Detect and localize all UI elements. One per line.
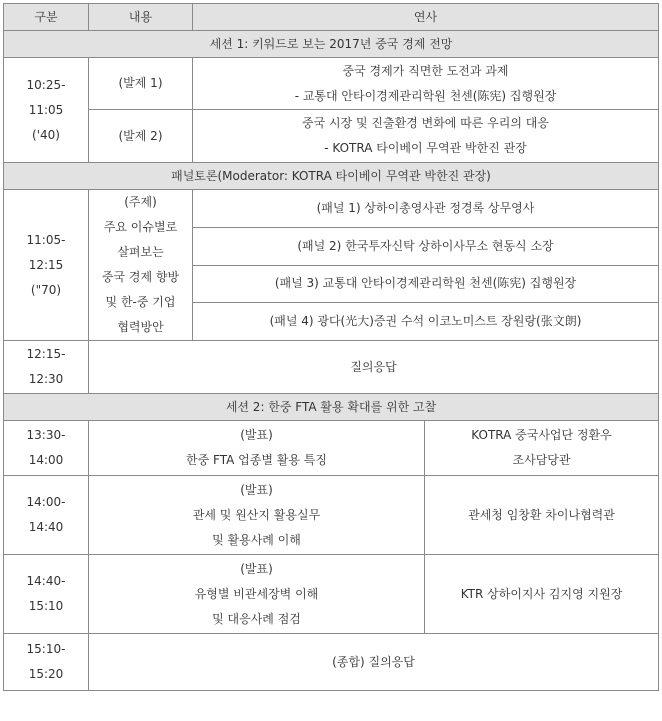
session1-time: 10:25- 11:05 ('40): [4, 58, 89, 163]
session1-title: 세션 1: 키워드로 보는 2017년 중국 경제 전망: [4, 31, 659, 58]
talk-time: 13:30- 14:00: [4, 421, 89, 476]
panel-title: 패널토론(Moderator: KOTRA 타이베이 무역관 박한진 관장): [4, 163, 659, 190]
header-row: [4, 4, 659, 31]
qa1-time: 12:15- 12:30: [4, 341, 89, 394]
session1-title-row: [4, 31, 659, 58]
qa2-time: 15:10- 15:20: [4, 634, 89, 691]
session2-title: 세션 2: 한중 FTA 활용 확대를 위한 고찰: [4, 394, 659, 421]
talk-time: 14:00- 14:40: [4, 476, 89, 555]
talk-speaker: 관세청 임창환 차이나협력관: [425, 476, 659, 555]
panelist: (패널 4) 광다(光大)증권 수석 이코노미스트 장원랑(张文朗): [193, 303, 659, 341]
table-row: [4, 555, 659, 634]
table-row: [4, 634, 659, 691]
table-row: [4, 421, 659, 476]
header-speaker: 연사: [193, 4, 659, 31]
table-row: [4, 476, 659, 555]
panel-time: 11:05- 12:15 ("70): [4, 190, 89, 341]
header-content: 내용: [89, 4, 193, 31]
panelist: (패널 2) 한국투자신탁 상하이사무소 현동식 소장: [193, 227, 659, 265]
talk-speaker: KTR 상하이지사 김지영 지원장: [425, 555, 659, 634]
talk-label: (발제 2): [89, 110, 193, 163]
talk-label: (발제 1): [89, 58, 193, 110]
panelist: (패널 1) 상하이총영사관 정경록 상무영사: [193, 190, 659, 228]
panelist: (패널 3) 교통대 안타이경제관리학원 천센(陈宪) 집행원장: [193, 265, 659, 303]
talk-speaker: KOTRA 중국사업단 정환우 조사담당관: [425, 421, 659, 476]
table-row: [4, 110, 659, 163]
session2-title-row: [4, 394, 659, 421]
talk-detail: (발표) 한중 FTA 업종별 활용 특징: [89, 421, 425, 476]
talk-detail: (발표) 관세 및 원산지 활용실무 및 활용사례 이해: [89, 476, 425, 555]
header-category: 구분: [4, 4, 89, 31]
panel-topic: (주제) 주요 이슈별로 살펴보는 중국 경제 향방 및 한-중 기업 협력방안: [89, 190, 193, 341]
talk-detail: 중국 시장 및 진출환경 변화에 따른 우리의 대응 - KOTRA 타이베이 무역관 박한진 관장: [193, 110, 659, 163]
talk-time: 14:40- 15:10: [4, 555, 89, 634]
talk-detail: (발표) 유형별 비관세장벽 이해 및 대응사례 점검: [89, 555, 425, 634]
table-row: [4, 190, 659, 228]
table-row: [4, 341, 659, 394]
table-row: [4, 58, 659, 110]
qa2-label: (종합) 질의응답: [89, 634, 659, 691]
talk-detail: 중국 경제가 직면한 도전과 과제 - 교통대 안타이경제관리학원 천센(陈宪) 집행원장: [193, 58, 659, 110]
panel-title-row: [4, 163, 659, 190]
schedule-table: [3, 3, 659, 691]
qa1-label: 질의응답: [89, 341, 659, 394]
